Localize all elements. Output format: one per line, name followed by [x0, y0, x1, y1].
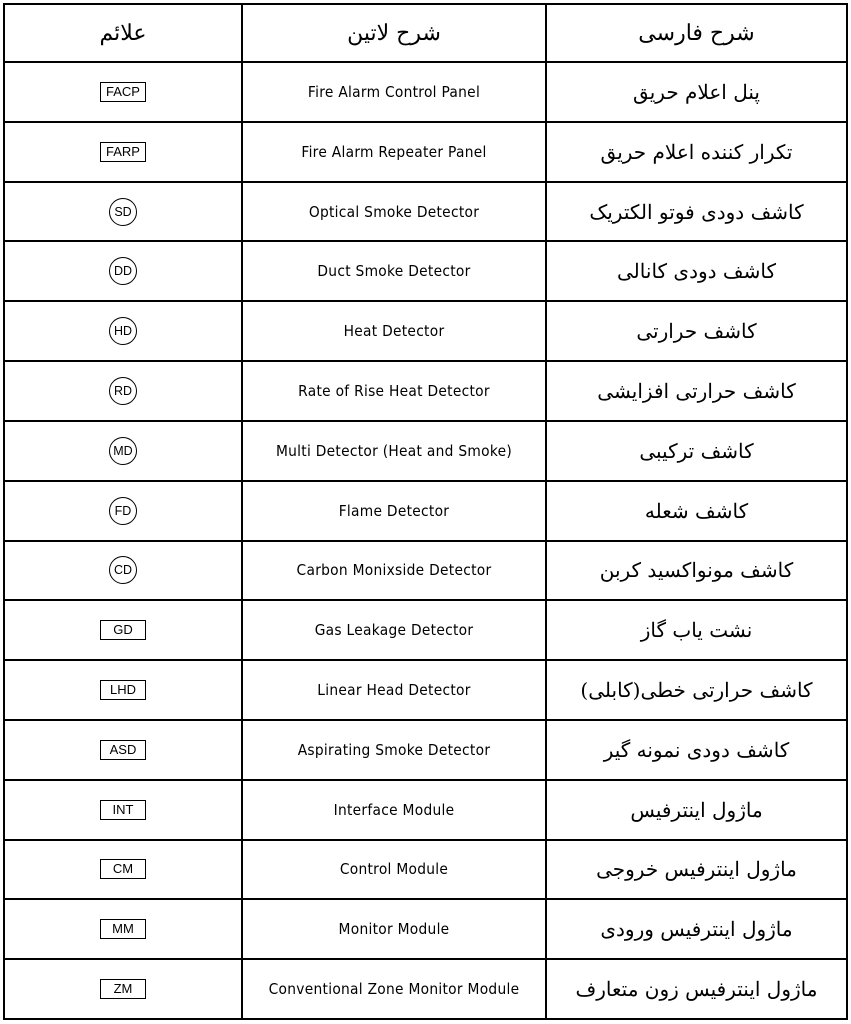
table-row — [4, 720, 847, 780]
farsi-description-cell — [546, 301, 847, 361]
latin-description: Rate of Rise Heat Detector — [298, 381, 490, 400]
farsi-description: کاشف حرارتی افزایشی — [597, 378, 796, 403]
latin-description-cell — [242, 62, 546, 122]
symbol-cell — [4, 780, 242, 840]
symbol-cell — [4, 899, 242, 959]
box-symbol-icon: MM — [100, 919, 146, 939]
farsi-description: کاشف حرارتی خطی(کابلی) — [580, 678, 813, 703]
circle-symbol-icon: HD — [109, 317, 137, 345]
latin-description-cell — [242, 421, 546, 481]
farsi-description-cell — [546, 899, 847, 959]
latin-description-cell — [242, 780, 546, 840]
latin-description-cell — [242, 720, 546, 780]
symbol-cell — [4, 361, 242, 421]
header-row — [4, 4, 847, 62]
latin-description-cell — [242, 182, 546, 242]
symbol-cell — [4, 541, 242, 601]
table-row — [4, 899, 847, 959]
farsi-description: کاشف دودی نمونه گیر — [603, 737, 790, 762]
latin-description: Duct Smoke Detector — [317, 262, 471, 281]
farsi-description-cell — [546, 62, 847, 122]
header-farsi: شرح فارسی — [546, 4, 847, 62]
farsi-description-cell — [546, 481, 847, 541]
farsi-description-cell — [546, 840, 847, 900]
circle-symbol-icon: SD — [109, 198, 137, 226]
fire-alarm-legend-table — [3, 3, 848, 1020]
farsi-description-cell — [546, 959, 847, 1019]
farsi-description-cell — [546, 780, 847, 840]
table-row — [4, 780, 847, 840]
farsi-description-cell — [546, 660, 847, 720]
box-symbol-icon: CM — [100, 859, 146, 879]
circle-symbol-icon: RD — [109, 377, 137, 405]
symbol-cell — [4, 720, 242, 780]
symbol-cell — [4, 840, 242, 900]
symbol-cell — [4, 182, 242, 242]
latin-description: Gas Leakage Detector — [314, 621, 474, 640]
latin-description-cell — [242, 899, 546, 959]
table-row — [4, 361, 847, 421]
latin-description-cell — [242, 541, 546, 601]
latin-description: Optical Smoke Detector — [308, 202, 480, 221]
symbol-cell — [4, 421, 242, 481]
farsi-description-cell — [546, 361, 847, 421]
latin-description-cell — [242, 122, 546, 182]
latin-description-cell — [242, 959, 546, 1019]
table-row — [4, 62, 847, 122]
table-row — [4, 959, 847, 1019]
header-latin: شرح لاتین — [242, 4, 546, 62]
latin-description-cell — [242, 600, 546, 660]
farsi-description-cell — [546, 541, 847, 601]
farsi-description: کاشف مونواکسید کربن — [599, 558, 794, 583]
farsi-description: پنل اعلام حریق — [633, 79, 760, 104]
latin-description: Control Module — [339, 860, 449, 879]
farsi-description: تکرار کننده اعلام حریق — [600, 139, 793, 164]
symbol-cell — [4, 481, 242, 541]
table-row — [4, 421, 847, 481]
latin-description-cell — [242, 301, 546, 361]
latin-description: Linear Head Detector — [317, 681, 471, 700]
farsi-description-cell — [546, 421, 847, 481]
farsi-description: کاشف دودی کانالی — [617, 259, 776, 284]
symbol-cell — [4, 660, 242, 720]
farsi-description: ماژول اینترفیس ورودی — [600, 917, 793, 942]
table-row — [4, 182, 847, 242]
latin-description: Carbon Monixside Detector — [296, 561, 492, 580]
circle-symbol-icon: FD — [109, 497, 137, 525]
table-row — [4, 241, 847, 301]
symbol-cell — [4, 241, 242, 301]
latin-description-cell — [242, 241, 546, 301]
latin-description: Fire Alarm Control Panel — [307, 82, 481, 101]
table-row — [4, 541, 847, 601]
table-row — [4, 600, 847, 660]
farsi-description-cell — [546, 241, 847, 301]
table-row — [4, 481, 847, 541]
latin-description-cell — [242, 481, 546, 541]
farsi-description: کاشف شعله — [644, 498, 749, 523]
header-symbols: علائم — [4, 4, 242, 62]
table-row — [4, 122, 847, 182]
latin-description: Interface Module — [333, 800, 455, 819]
farsi-description-cell — [546, 600, 847, 660]
box-symbol-icon: FARP — [100, 142, 146, 162]
latin-description-cell — [242, 361, 546, 421]
box-symbol-icon: ASD — [100, 740, 146, 760]
circle-symbol-icon: MD — [109, 437, 137, 465]
latin-description: Multi Detector (Heat and Smoke) — [275, 441, 513, 460]
latin-description-cell — [242, 660, 546, 720]
symbol-cell — [4, 301, 242, 361]
latin-description: Conventional Zone Monitor Module — [268, 980, 520, 999]
legend-body — [4, 62, 847, 1019]
latin-description: Monitor Module — [338, 920, 450, 939]
symbol-cell — [4, 62, 242, 122]
farsi-description: ماژول اینترفیس — [630, 797, 763, 822]
latin-description: Aspirating Smoke Detector — [297, 740, 491, 759]
latin-description: Flame Detector — [338, 501, 450, 520]
circle-symbol-icon: DD — [109, 257, 137, 285]
table-row — [4, 301, 847, 361]
latin-description-cell — [242, 840, 546, 900]
symbol-cell — [4, 600, 242, 660]
box-symbol-icon: INT — [100, 800, 146, 820]
box-symbol-icon: ZM — [100, 979, 146, 999]
farsi-description: کاشف ترکیبی — [639, 438, 754, 463]
box-symbol-icon: LHD — [100, 680, 146, 700]
farsi-description: ماژول اینترفیس خروجی — [596, 857, 797, 882]
farsi-description: کاشف دودی فوتو الکتریک — [589, 199, 804, 224]
latin-description: Fire Alarm Repeater Panel — [301, 142, 487, 161]
symbol-cell — [4, 122, 242, 182]
farsi-description-cell — [546, 122, 847, 182]
table-row — [4, 660, 847, 720]
table-row — [4, 840, 847, 900]
symbol-cell — [4, 959, 242, 1019]
box-symbol-icon: FACP — [100, 82, 146, 102]
box-symbol-icon: GD — [100, 620, 146, 640]
farsi-description: ماژول اینترفیس زون متعارف — [575, 977, 818, 1002]
farsi-description-cell — [546, 182, 847, 242]
farsi-description: نشت یاب گاز — [640, 618, 753, 643]
circle-symbol-icon: CD — [109, 556, 137, 584]
farsi-description-cell — [546, 720, 847, 780]
farsi-description: کاشف حرارتی — [636, 319, 757, 344]
latin-description: Heat Detector — [343, 322, 445, 341]
